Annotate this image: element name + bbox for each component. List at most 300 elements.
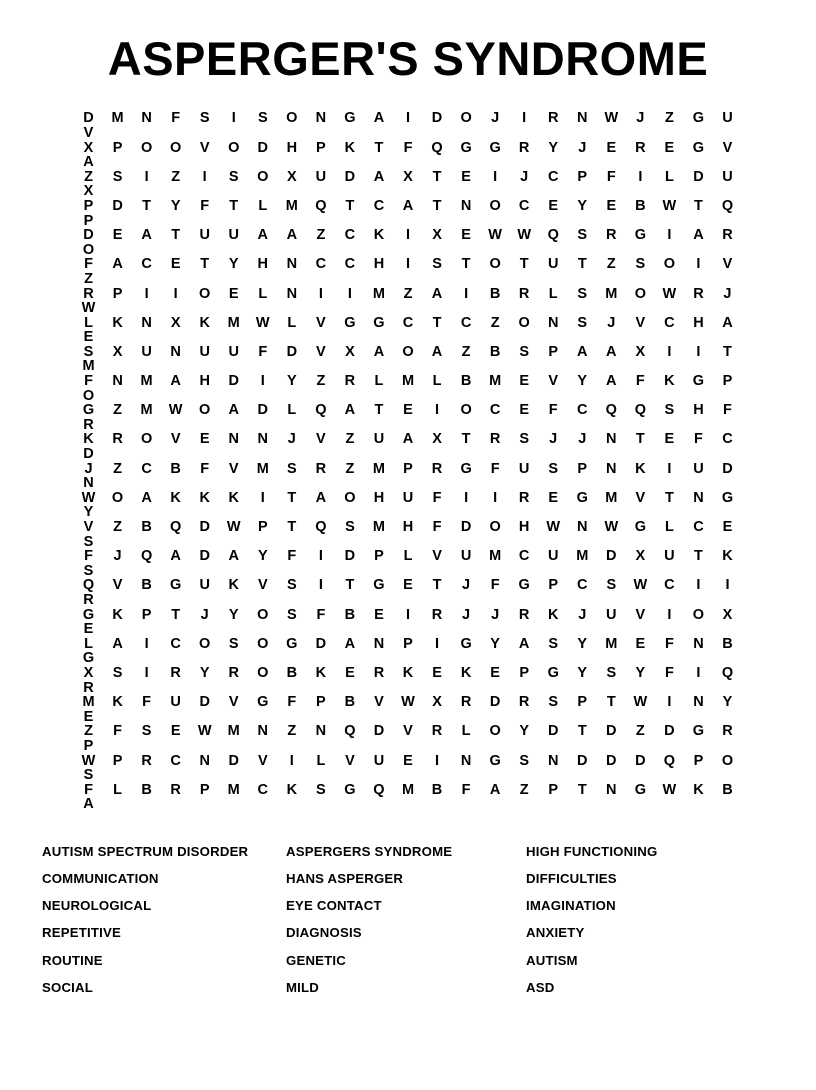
grid-cell[interactable]: N (373, 635, 385, 652)
grid-cell[interactable]: U (199, 343, 210, 360)
grid-cell[interactable]: M (576, 548, 589, 565)
grid-cell[interactable]: E (606, 139, 617, 156)
grid-cell[interactable]: S (286, 577, 297, 594)
grid-cell[interactable]: T (461, 256, 471, 273)
grid-cell[interactable]: M (140, 402, 153, 419)
grid-cell[interactable]: G (489, 139, 501, 156)
grid-cell[interactable]: M (82, 694, 95, 711)
grid-cell[interactable]: H (693, 314, 704, 331)
grid-cell[interactable]: V (722, 256, 733, 273)
grid-cell[interactable]: S (635, 256, 646, 273)
grid-cell[interactable]: Y (83, 504, 94, 521)
grid-cell[interactable]: F (84, 256, 93, 273)
grid-cell[interactable]: A (170, 373, 181, 390)
grid-cell[interactable]: O (460, 402, 472, 419)
grid-cell[interactable]: Y (228, 606, 239, 623)
grid-cell[interactable]: Y (519, 723, 529, 740)
grid-cell[interactable]: S (606, 664, 617, 681)
grid-cell[interactable]: W (197, 723, 212, 740)
grid-cell[interactable]: Q (634, 402, 646, 419)
grid-cell[interactable]: I (696, 343, 701, 360)
grid-cell[interactable]: G (344, 110, 356, 127)
grid-cell[interactable]: R (431, 606, 443, 623)
grid-cell[interactable]: T (345, 197, 355, 214)
grid-cell[interactable]: L (258, 285, 268, 302)
grid-cell[interactable]: T (142, 197, 152, 214)
grid-cell[interactable]: J (287, 431, 296, 448)
grid-cell[interactable]: D (257, 139, 269, 156)
grid-cell[interactable]: C (518, 548, 530, 565)
grid-cell[interactable]: T (577, 723, 587, 740)
grid-cell[interactable]: P (83, 737, 94, 754)
grid-cell[interactable]: Z (519, 781, 529, 798)
grid-cell[interactable]: O (460, 110, 472, 127)
grid-cell[interactable]: K (83, 431, 94, 448)
grid-cell[interactable]: E (228, 285, 239, 302)
grid-cell[interactable]: E (83, 621, 94, 638)
grid-cell[interactable]: D (693, 168, 704, 185)
grid-cell[interactable]: W (604, 110, 619, 127)
grid-cell[interactable]: R (83, 591, 94, 608)
grid-cell[interactable]: I (493, 168, 498, 185)
grid-cell[interactable]: R (518, 285, 530, 302)
grid-cell[interactable]: C (547, 168, 559, 185)
grid-cell[interactable]: G (257, 694, 269, 711)
grid-cell[interactable]: M (227, 781, 240, 798)
grid-cell[interactable]: R (635, 139, 646, 156)
grid-cell[interactable]: X (286, 168, 297, 185)
grid-cell[interactable]: C (257, 781, 269, 798)
grid-cell[interactable]: X (722, 606, 733, 623)
grid-cell[interactable]: B (344, 694, 356, 711)
grid-cell[interactable]: B (722, 635, 733, 652)
grid-cell[interactable]: W (81, 300, 96, 317)
grid-cell[interactable]: F (606, 168, 616, 185)
grid-cell[interactable]: V (170, 431, 181, 448)
grid-cell[interactable]: X (432, 694, 442, 711)
grid-cell[interactable]: A (257, 227, 269, 244)
grid-cell[interactable]: F (84, 373, 93, 390)
grid-cell[interactable]: S (228, 168, 239, 185)
grid-cell[interactable]: Z (287, 723, 297, 740)
grid-cell[interactable]: R (83, 285, 94, 302)
grid-cell[interactable]: F (432, 519, 442, 536)
grid-cell[interactable]: S (345, 519, 355, 536)
grid-cell[interactable]: J (607, 314, 616, 331)
word-list-item[interactable]: SOCIAL (42, 979, 94, 995)
grid-cell[interactable]: C (664, 314, 675, 331)
grid-cell[interactable]: A (315, 489, 327, 506)
grid-cell[interactable]: Z (345, 460, 355, 477)
grid-cell[interactable]: P (257, 519, 268, 536)
grid-cell[interactable]: K (373, 227, 385, 244)
grid-cell[interactable]: Q (170, 519, 182, 536)
grid-cell[interactable]: E (83, 708, 94, 725)
grid-cell[interactable]: U (199, 577, 210, 594)
grid-cell[interactable]: O (199, 635, 211, 652)
grid-cell[interactable]: S (112, 664, 123, 681)
grid-cell[interactable]: I (696, 256, 701, 273)
grid-cell[interactable]: I (667, 606, 672, 623)
grid-cell[interactable]: L (287, 314, 297, 331)
grid-cell[interactable]: Q (140, 548, 153, 565)
grid-cell[interactable]: A (431, 285, 443, 302)
grid-cell[interactable]: T (287, 489, 297, 506)
grid-cell[interactable]: D (606, 723, 617, 740)
grid-cell[interactable]: G (286, 635, 298, 652)
grid-cell[interactable]: Z (84, 723, 93, 740)
word-list-item[interactable]: GENETIC (286, 952, 347, 968)
grid-cell[interactable]: R (431, 723, 443, 740)
grid-cell[interactable]: D (547, 723, 559, 740)
word-list-item[interactable]: IMAGINATION (526, 898, 616, 914)
grid-cell[interactable]: A (373, 110, 385, 127)
grid-cell[interactable]: A (606, 373, 617, 390)
grid-cell[interactable]: J (520, 168, 529, 185)
grid-cell[interactable]: Q (373, 781, 385, 798)
grid-cell[interactable]: A (228, 402, 239, 419)
grid-cell[interactable]: H (518, 519, 530, 536)
grid-cell[interactable]: D (344, 548, 356, 565)
grid-cell[interactable]: L (432, 373, 442, 390)
grid-cell[interactable]: A (518, 635, 530, 652)
grid-cell[interactable]: Z (113, 460, 122, 477)
grid-cell[interactable]: E (170, 723, 181, 740)
grid-cell[interactable]: I (464, 285, 469, 302)
grid-cell[interactable]: Q (344, 723, 356, 740)
grid-cell[interactable]: V (635, 606, 646, 623)
grid-cell[interactable]: R (489, 431, 501, 448)
grid-cell[interactable]: T (577, 781, 587, 798)
grid-cell[interactable]: N (693, 489, 704, 506)
grid-cell[interactable]: Z (461, 343, 471, 360)
grid-cell[interactable]: A (402, 197, 414, 214)
grid-cell[interactable]: A (402, 431, 414, 448)
grid-cell[interactable]: W (81, 752, 96, 769)
grid-cell[interactable]: V (199, 139, 210, 156)
grid-cell[interactable]: M (401, 373, 415, 390)
grid-cell[interactable]: E (403, 752, 413, 769)
grid-cell[interactable]: T (432, 197, 442, 214)
grid-cell[interactable]: Q (547, 227, 559, 244)
grid-cell[interactable]: E (403, 402, 413, 419)
grid-cell[interactable]: E (345, 664, 355, 681)
grid-cell[interactable]: S (519, 431, 529, 448)
grid-cell[interactable]: U (460, 548, 472, 565)
grid-cell[interactable]: N (257, 431, 269, 448)
grid-cell[interactable]: M (372, 519, 385, 536)
grid-cell[interactable]: V (316, 431, 326, 448)
grid-cell[interactable]: Q (82, 577, 95, 594)
grid-cell[interactable]: F (635, 373, 645, 390)
grid-cell[interactable]: N (286, 285, 298, 302)
grid-cell[interactable]: S (228, 635, 239, 652)
grid-cell[interactable]: G (460, 139, 472, 156)
grid-cell[interactable]: P (548, 577, 559, 594)
grid-cell[interactable]: M (605, 489, 618, 506)
grid-cell[interactable]: Q (315, 519, 327, 536)
grid-cell[interactable]: J (113, 548, 122, 565)
grid-cell[interactable]: U (228, 227, 239, 244)
grid-cell[interactable]: L (664, 519, 674, 536)
grid-cell[interactable]: G (489, 752, 501, 769)
grid-cell[interactable]: N (693, 635, 704, 652)
grid-cell[interactable]: S (286, 460, 297, 477)
grid-cell[interactable]: G (721, 489, 734, 506)
grid-cell[interactable]: N (606, 431, 617, 448)
grid-cell[interactable]: Y (577, 635, 588, 652)
grid-cell[interactable]: F (548, 402, 558, 419)
word-list-item[interactable]: MILD (286, 979, 320, 995)
grid-cell[interactable]: F (490, 577, 500, 594)
grid-cell[interactable]: K (112, 694, 123, 711)
grid-cell[interactable]: W (168, 402, 183, 419)
grid-cell[interactable]: V (403, 723, 413, 740)
grid-cell[interactable]: E (83, 329, 94, 346)
grid-cell[interactable]: V (83, 519, 94, 536)
grid-cell[interactable]: I (522, 110, 527, 127)
grid-cell[interactable]: N (83, 475, 94, 492)
grid-cell[interactable]: D (83, 227, 94, 244)
grid-cell[interactable]: R (170, 781, 181, 798)
grid-cell[interactable]: T (171, 606, 181, 623)
grid-cell[interactable]: D (199, 519, 210, 536)
word-list-item[interactable]: ASD (526, 979, 555, 995)
grid-cell[interactable]: X (83, 183, 94, 200)
grid-cell[interactable]: Q (431, 139, 443, 156)
grid-cell[interactable]: B (635, 197, 646, 214)
grid-cell[interactable]: W (488, 227, 502, 244)
grid-cell[interactable]: G (373, 577, 385, 594)
grid-cell[interactable]: T (171, 227, 181, 244)
grid-cell[interactable]: B (460, 373, 472, 390)
grid-cell[interactable]: Z (316, 373, 326, 390)
grid-cell[interactable]: F (723, 402, 732, 419)
grid-cell[interactable]: R (518, 694, 530, 711)
grid-cell[interactable]: O (634, 285, 646, 302)
grid-cell[interactable]: I (435, 752, 440, 769)
grid-cell[interactable]: K (199, 489, 210, 506)
grid-cell[interactable]: S (83, 343, 94, 360)
grid-cell[interactable]: C (344, 256, 356, 273)
grid-cell[interactable]: Y (228, 256, 239, 273)
grid-cell[interactable]: R (83, 679, 94, 696)
grid-cell[interactable]: S (316, 781, 326, 798)
grid-cell[interactable]: Y (577, 373, 588, 390)
grid-cell[interactable]: L (258, 197, 268, 214)
grid-cell[interactable]: V (374, 694, 384, 711)
grid-cell[interactable]: G (344, 314, 356, 331)
grid-cell[interactable]: S (83, 562, 94, 579)
grid-cell[interactable]: S (286, 606, 297, 623)
grid-cell[interactable]: O (257, 635, 269, 652)
grid-cell[interactable]: Z (113, 519, 122, 536)
grid-cell[interactable]: E (635, 635, 646, 652)
word-list-item[interactable]: DIFFICULTIES (526, 871, 617, 887)
grid-cell[interactable]: U (722, 110, 733, 127)
grid-cell[interactable]: R (344, 373, 356, 390)
grid-cell[interactable]: I (696, 577, 701, 594)
grid-cell[interactable]: U (141, 343, 152, 360)
grid-cell[interactable]: T (694, 548, 703, 565)
grid-cell[interactable]: U (664, 548, 675, 565)
grid-cell[interactable]: A (722, 314, 733, 331)
grid-cell[interactable]: R (170, 664, 181, 681)
grid-cell[interactable]: R (606, 227, 617, 244)
grid-cell[interactable]: R (518, 489, 530, 506)
grid-cell[interactable]: Z (606, 256, 616, 273)
grid-cell[interactable]: C (577, 577, 588, 594)
grid-cell[interactable]: C (170, 635, 181, 652)
word-list-item[interactable]: NEUROLOGICAL (42, 898, 152, 914)
grid-cell[interactable]: T (461, 431, 471, 448)
grid-cell[interactable]: G (460, 635, 472, 652)
grid-cell[interactable]: F (171, 110, 181, 127)
grid-cell[interactable]: V (722, 139, 733, 156)
grid-cell[interactable]: Q (605, 402, 617, 419)
grid-cell[interactable]: U (722, 168, 733, 185)
grid-cell[interactable]: S (112, 168, 123, 185)
grid-cell[interactable]: W (546, 519, 561, 536)
grid-cell[interactable]: E (490, 664, 500, 681)
grid-cell[interactable]: C (664, 577, 675, 594)
grid-cell[interactable]: H (286, 139, 298, 156)
grid-cell[interactable]: O (170, 139, 182, 156)
grid-cell[interactable]: C (141, 460, 152, 477)
grid-cell[interactable]: L (287, 402, 297, 419)
grid-cell[interactable]: M (605, 635, 618, 652)
grid-cell[interactable]: O (140, 431, 153, 448)
grid-cell[interactable]: P (112, 285, 123, 302)
grid-cell[interactable]: G (344, 781, 356, 798)
grid-cell[interactable]: J (723, 285, 732, 302)
grid-cell[interactable]: O (199, 285, 211, 302)
grid-cell[interactable]: N (577, 110, 588, 127)
grid-cell[interactable]: B (489, 285, 501, 302)
grid-cell[interactable]: Y (170, 197, 181, 214)
grid-cell[interactable]: I (405, 606, 410, 623)
grid-cell[interactable]: F (461, 781, 471, 798)
grid-cell[interactable]: K (635, 460, 646, 477)
grid-cell[interactable]: T (374, 402, 384, 419)
grid-cell[interactable]: A (606, 343, 617, 360)
grid-cell[interactable]: Y (635, 664, 646, 681)
grid-cell[interactable]: T (519, 256, 529, 273)
grid-cell[interactable]: R (693, 285, 704, 302)
word-list-item[interactable]: DIAGNOSIS (286, 925, 362, 941)
grid-cell[interactable]: Y (577, 664, 588, 681)
grid-cell[interactable]: U (373, 431, 385, 448)
grid-cell[interactable]: A (577, 343, 588, 360)
word-list-item[interactable]: AUTISM SPECTRUM DISORDER (42, 843, 249, 859)
grid-cell[interactable]: M (489, 548, 502, 565)
grid-cell[interactable]: M (140, 373, 153, 390)
grid-cell[interactable]: W (633, 694, 648, 711)
grid-cell[interactable]: I (667, 694, 672, 711)
grid-cell[interactable]: T (229, 197, 239, 214)
grid-cell[interactable]: N (112, 373, 123, 390)
grid-cell[interactable]: K (112, 314, 123, 331)
grid-cell[interactable]: C (170, 752, 181, 769)
grid-cell[interactable]: C (141, 256, 152, 273)
grid-cell[interactable]: E (664, 139, 675, 156)
grid-cell[interactable]: O (140, 139, 153, 156)
grid-cell[interactable]: Q (315, 197, 327, 214)
grid-cell[interactable]: N (257, 723, 269, 740)
grid-cell[interactable]: K (170, 489, 181, 506)
grid-cell[interactable]: J (549, 431, 558, 448)
grid-cell[interactable]: D (489, 694, 501, 711)
grid-cell[interactable]: I (405, 256, 410, 273)
grid-cell[interactable]: I (173, 285, 178, 302)
grid-cell[interactable]: I (347, 285, 352, 302)
grid-cell[interactable]: K (228, 577, 239, 594)
grid-cell[interactable]: S (577, 227, 588, 244)
grid-cell[interactable]: S (548, 694, 559, 711)
grid-cell[interactable]: C (693, 519, 704, 536)
grid-cell[interactable]: Q (721, 197, 734, 214)
grid-cell[interactable]: F (287, 694, 297, 711)
grid-cell[interactable]: I (144, 168, 149, 185)
grid-cell[interactable]: O (111, 489, 124, 506)
grid-cell[interactable]: A (431, 343, 443, 360)
grid-cell[interactable]: N (315, 110, 327, 127)
grid-cell[interactable]: I (260, 489, 265, 506)
grid-cell[interactable]: L (461, 723, 471, 740)
grid-cell[interactable]: J (491, 606, 500, 623)
grid-cell[interactable]: R (431, 460, 443, 477)
grid-cell[interactable]: C (518, 197, 530, 214)
grid-cell[interactable]: P (374, 548, 384, 565)
grid-cell[interactable]: X (403, 168, 413, 185)
grid-cell[interactable]: K (286, 781, 298, 798)
grid-cell[interactable]: M (82, 358, 95, 375)
grid-cell[interactable]: Y (286, 373, 297, 390)
grid-cell[interactable]: G (692, 139, 705, 156)
grid-cell[interactable]: P (577, 460, 588, 477)
grid-cell[interactable]: X (112, 343, 123, 360)
grid-cell[interactable]: F (316, 606, 326, 623)
grid-cell[interactable]: A (83, 154, 94, 171)
grid-cell[interactable]: Z (84, 270, 93, 287)
grid-cell[interactable]: O (489, 197, 501, 214)
grid-cell[interactable]: S (664, 402, 675, 419)
grid-cell[interactable]: D (373, 723, 385, 740)
grid-cell[interactable]: S (199, 110, 210, 127)
grid-cell[interactable]: K (199, 314, 210, 331)
grid-cell[interactable]: A (373, 168, 385, 185)
grid-cell[interactable]: I (667, 227, 672, 244)
grid-cell[interactable]: U (199, 227, 210, 244)
grid-cell[interactable]: E (606, 197, 617, 214)
grid-cell[interactable]: Y (490, 635, 500, 652)
grid-cell[interactable]: M (401, 781, 415, 798)
grid-cell[interactable]: R (722, 723, 733, 740)
grid-cell[interactable]: J (578, 139, 587, 156)
grid-cell[interactable]: D (431, 110, 443, 127)
grid-cell[interactable]: B (431, 781, 443, 798)
grid-cell[interactable]: P (548, 781, 559, 798)
grid-cell[interactable]: J (200, 606, 209, 623)
grid-cell[interactable]: N (606, 460, 617, 477)
grid-cell[interactable]: Q (721, 664, 734, 681)
grid-cell[interactable]: O (257, 168, 269, 185)
grid-cell[interactable]: D (83, 110, 94, 127)
grid-cell[interactable]: S (548, 635, 559, 652)
grid-cell[interactable]: E (461, 168, 471, 185)
grid-cell[interactable]: G (634, 519, 646, 536)
grid-cell[interactable]: O (199, 402, 211, 419)
